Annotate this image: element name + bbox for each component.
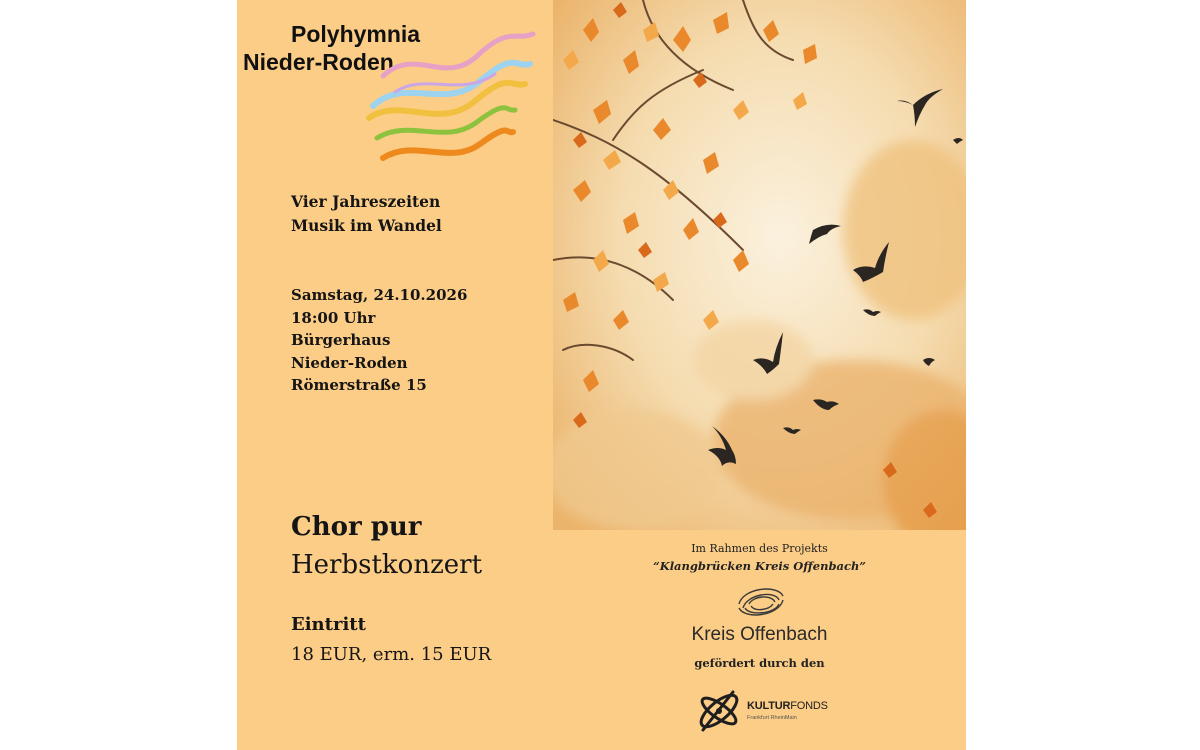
kulturfonds-logo-icon [693, 680, 745, 742]
event-title-line2: Musik im Wandel [291, 216, 442, 235]
concert-poster [237, 0, 966, 750]
event-title [291, 190, 442, 238]
project-name-text: “Klangbrücken Kreis Offenbach” [653, 559, 866, 573]
project-intro-text: Im Rahmen des Projekts [691, 542, 828, 555]
kreis-offenbach-logo-icon [733, 582, 789, 622]
venue-address: Römerstraße 15 [291, 376, 427, 394]
kulturfonds-subtitle: Frankfurt RheinMain [747, 715, 797, 721]
kreis-offenbach-name: Kreis Offenbach [691, 624, 828, 645]
event-time: 18:00 Uhr [291, 308, 376, 327]
funded-by-text: gefördert durch den [694, 656, 825, 670]
admission-label: Eintritt [291, 614, 366, 635]
organization-name-line2: Nieder-Roden [243, 49, 394, 75]
headline-title: Chor pur [291, 512, 422, 542]
event-details [291, 284, 467, 397]
admission-price: 18 EUR, erm. 15 EUR [291, 644, 492, 665]
kulturfonds-name-bold: KULTUR [747, 700, 791, 712]
sponsor-section [553, 530, 966, 750]
event-title-line1: Vier Jahreszeiten [291, 192, 441, 211]
kulturfonds-name-rest: FONDS [790, 700, 828, 712]
organization-name-line1: Polyhymnia [291, 21, 421, 47]
venue-line2: Nieder-Roden [291, 353, 408, 372]
autumn-artwork-image [553, 0, 966, 530]
venue-line1: Bürgerhaus [291, 331, 391, 349]
headline-subtitle: Herbstkonzert [291, 550, 483, 580]
event-date: Samstag, 24.10.2026 [291, 286, 468, 304]
kulturfonds-name [747, 700, 828, 712]
ribbons-logo-icon [365, 26, 537, 168]
